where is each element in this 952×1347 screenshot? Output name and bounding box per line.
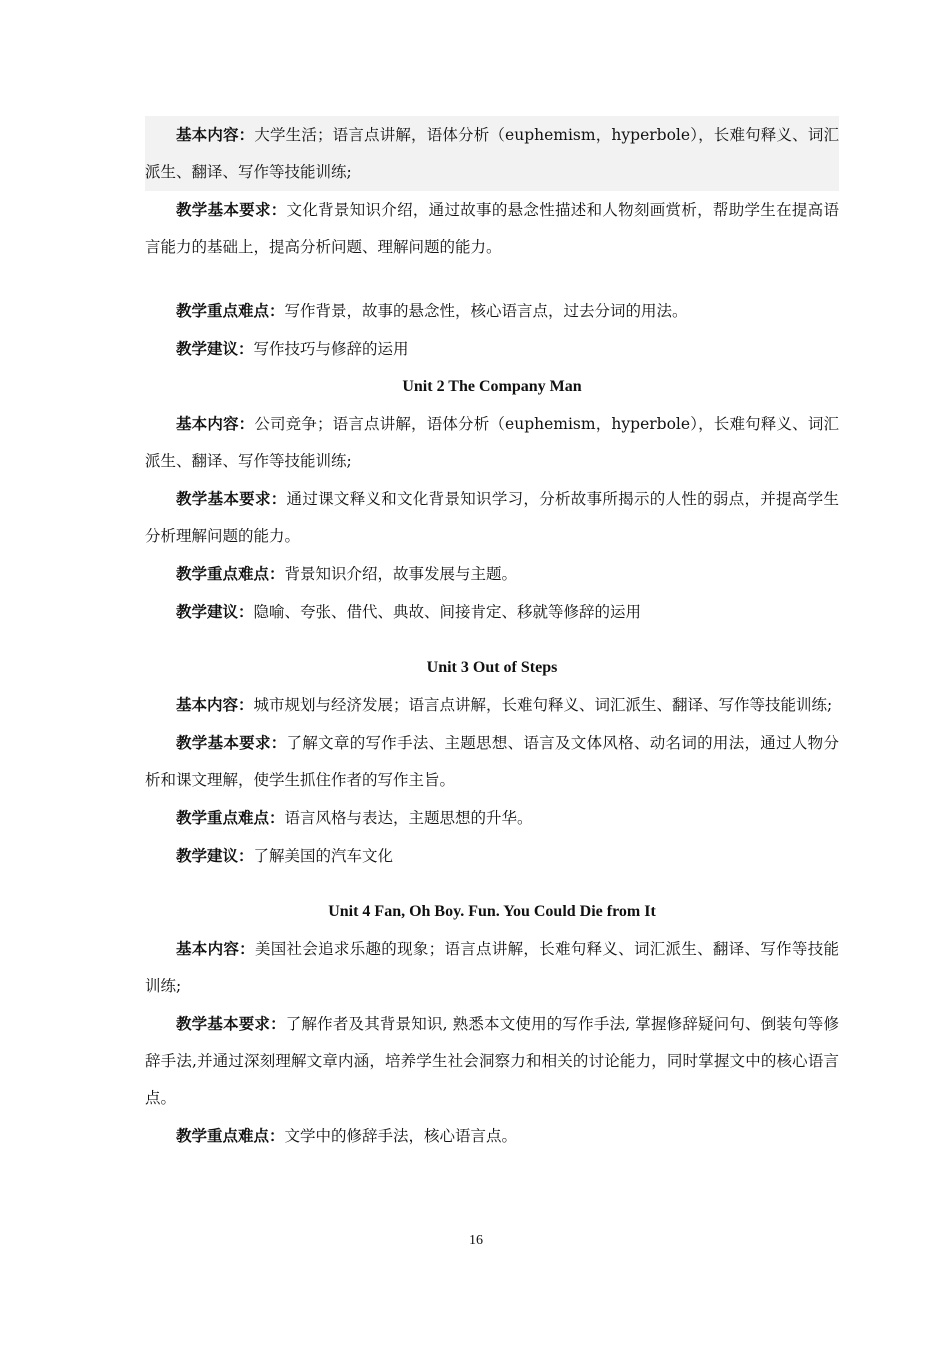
key-difficulties-text: 背景知识介绍，故事发展与主题。 xyxy=(284,565,518,583)
teaching-suggestion-label: 教学建议： xyxy=(176,846,254,865)
spacer xyxy=(145,631,839,649)
basic-requirements-label: 教学基本要求： xyxy=(176,489,287,508)
basic-content-label: 基本内容： xyxy=(176,939,255,958)
unit-4-section xyxy=(145,893,839,1155)
teaching-suggestion-text: 隐喻、夸张、借代、典故、间接肯定、移就等修辞的运用 xyxy=(253,603,642,621)
key-difficulties-label: 教学重点难点： xyxy=(176,564,285,583)
basic-requirements-label: 教学基本要求： xyxy=(176,733,287,752)
basic-requirements-label: 教学基本要求： xyxy=(176,1014,286,1033)
unit-4-title: Unit 4 Fan, Oh Boy. Fun. You Could Die from It xyxy=(328,903,656,920)
basic-requirements-paragraph xyxy=(145,1005,839,1117)
basic-content-label: 基本内容： xyxy=(176,695,254,714)
key-difficulties-text: 语言风格与表达，主题思想的升华。 xyxy=(284,809,533,827)
basic-requirements-label: 教学基本要求： xyxy=(176,200,287,219)
basic-content-text: 公司竞争；语言点讲解，语体分析（euphemism，hyperbole），长难句释义、词汇派生、翻译、写作等技能训练; xyxy=(145,415,839,470)
teaching-suggestion-paragraph xyxy=(145,330,839,368)
key-difficulties-text: 文学中的修辞手法，核心语言点。 xyxy=(284,1127,518,1145)
key-difficulties-label: 教学重点难点： xyxy=(176,1126,285,1145)
basic-requirements-text: 文化背景知识介绍，通过故事的悬念性描述和人物刻画赏析，帮助学生在提高语言能力的基础上，提高分析问题、理解问题的能力。 xyxy=(145,201,839,256)
teaching-suggestion-paragraph xyxy=(145,837,839,875)
basic-requirements-paragraph xyxy=(145,480,839,555)
basic-content-text: 大学生活；语言点讲解，语体分析（euphemism，hyperbole），长难句释义、词汇派生、翻译、写作等技能训练; xyxy=(145,126,839,181)
basic-content-paragraph xyxy=(145,686,839,724)
basic-requirements-paragraph xyxy=(145,191,839,266)
basic-content-paragraph xyxy=(145,930,839,1005)
basic-content-text: 城市规划与经济发展；语言点讲解，长难句释义、词汇派生、翻译、写作等技能训练; xyxy=(253,696,833,714)
key-difficulties-paragraph xyxy=(145,1117,839,1155)
unit-2-section xyxy=(145,368,839,631)
basic-requirements-text: 通过课文释义和文化背景知识学习，分析故事所揭示的人性的弱点，并提高学生分析理解问题的能力。 xyxy=(145,490,839,545)
basic-content-label: 基本内容： xyxy=(176,125,255,144)
basic-requirements-paragraph xyxy=(145,724,839,799)
key-difficulties-paragraph xyxy=(145,799,839,837)
teaching-suggestion-paragraph xyxy=(145,593,839,631)
page-number: 16 xyxy=(469,1233,483,1248)
spacer xyxy=(145,266,839,292)
teaching-suggestion-label: 教学建议： xyxy=(176,602,254,621)
key-difficulties-paragraph xyxy=(145,292,839,330)
unit-3-section xyxy=(145,649,839,875)
spacer xyxy=(145,875,839,893)
basic-requirements-text: 了解文章的写作手法、主题思想、语言及文体风格、动名词的用法，通过人物分析和课文理解，使学生抓住作者的写作主旨。 xyxy=(145,734,839,789)
unit-2-title: Unit 2 The Company Man xyxy=(402,378,582,395)
basic-content-paragraph xyxy=(145,116,839,191)
unit-3-title: Unit 3 Out of Steps xyxy=(426,659,558,676)
unit-1-section xyxy=(145,116,839,368)
teaching-suggestion-text: 写作技巧与修辞的运用 xyxy=(253,340,409,358)
basic-content-paragraph xyxy=(145,405,839,480)
key-difficulties-label: 教学重点难点： xyxy=(176,808,285,827)
key-difficulties-text: 写作背景，故事的悬念性，核心语言点，过去分词的用法。 xyxy=(284,302,688,320)
basic-content-label: 基本内容： xyxy=(176,414,255,433)
document-body xyxy=(145,116,839,1155)
basic-requirements-text: 了解作者及其背景知识, 熟悉本文使用的写作手法, 掌握修辞疑问句、倒装句等修辞手法,并通过深刻理解文章内涵，培养学生社会洞察力和相关的讨论能力，同时掌握文中的核心语言点。 xyxy=(145,1015,839,1107)
key-difficulties-paragraph xyxy=(145,555,839,593)
key-difficulties-label: 教学重点难点： xyxy=(176,301,285,320)
teaching-suggestion-text: 了解美国的汽车文化 xyxy=(253,847,394,865)
basic-content-text: 美国社会追求乐趣的现象；语言点讲解，长难句释义、词汇派生、翻译、写作等技能训练; xyxy=(145,940,839,995)
teaching-suggestion-label: 教学建议： xyxy=(176,339,254,358)
